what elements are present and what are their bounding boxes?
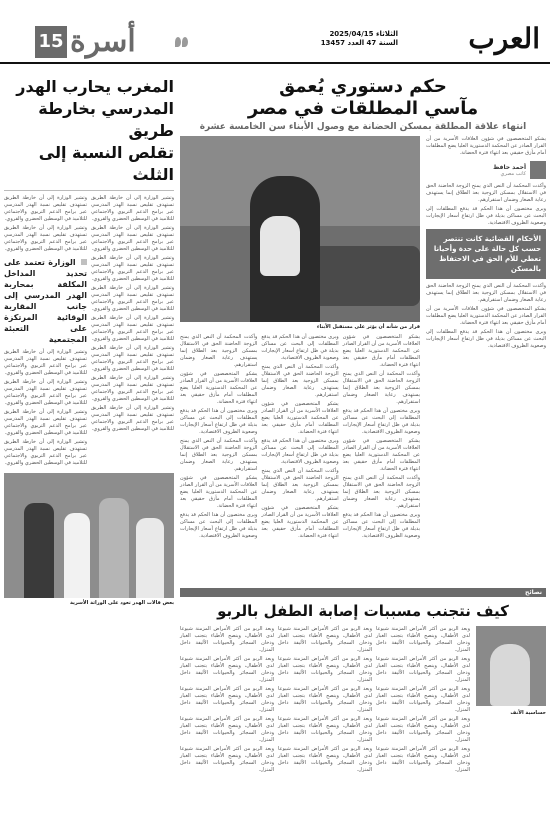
left-article <box>4 76 174 686</box>
article-column: وتشير الوزارة إلى أن خارطة الطريق تستهدف تقليص نسبة الهدر المدرسي عبر برامج الدعم التربوي والاجتماعي للتلاميذ في الوسطين الحضري والقروي. وتشير الوزارة إلى أن خارطة الطريق تستهدف تقليص نسبة الهدر المدرسي عبر برامج الدعم التربوي والاجتماعي للتلاميذ في الوسطين الحضري والقروي. وتشير الوزارة إلى أن خارطة الطريق تستهدف تقليص نسبة الهدر المدرسي عبر برامج الدعم التربوي والاجتماعي للتلاميذ في الوسطين الحضري والقروي. وتشير الوزارة إلى أن خارطة الطريق تستهدف تقليص نسبة الهدر المدرسي عبر برامج الدعم التربوي والاجتماعي للتلاميذ في الوسطين الحضري والقروي. وتشير الوزارة إلى أن خارطة الطريق تستهدف تقليص نسبة الهدر المدرسي عبر برامج الدعم التربوي والاجتماعي للتلاميذ في الوسطين الحضري والقروي. وتشير الوزارة إلى أن خارطة الطريق تستهدف تقليص نسبة الهدر المدرسي عبر برامج الدعم التربوي والاجتماعي للتلاميذ في الوسطين الحضري والقروي. وتشير الوزارة إلى أن خارطة الطريق تستهدف تقليص نسبة الهدر المدرسي عبر برامج الدعم التربوي والاجتماعي للتلاميذ في الوسطين الحضري والقروي. وتشير الوزارة إلى أن خارطة الطريق تستهدف تقليص نسبة الهدر المدرسي عبر برامج الدعم التربوي والاجتماعي للتلاميذ في الوسطين الحضري والقروي. <box>91 195 174 432</box>
section-title: أسرة <box>70 24 136 59</box>
main-headline-line1: حكم دستوري يُعمق <box>279 76 447 97</box>
masthead <box>0 0 550 64</box>
quote-marker-icon <box>81 259 87 265</box>
child-photo-caption: حساسية الأنف <box>510 710 546 716</box>
issue-info <box>321 30 398 48</box>
author-box <box>426 161 546 179</box>
main-lower-columns <box>180 334 420 542</box>
page-number: 15 <box>35 26 67 58</box>
section-bar <box>180 588 546 597</box>
article-column: وأكدت المحكمة أن النص الذي يمنح الزوجة الحاضنة الحق في الاستقلال بمسكن الزوجية بعد الطلاق إنما يستهدف رعاية الصغار وضمان استقرارهم. يشكو المتخصصون في شؤون العلاقات الأسرية من أن القرار الصادر عن المحكمة الدستورية العليا يضع المطلقات أمام مأزق حقيقي بعد انتهاء فترة الحضانة. ويرى مختصون أن هذا الحكم قد يدفع المطلقات إلى البحث عن مساكن بديلة في ظل ارتفاع أسعار الإيجارات وصعوبة الظروف الاقتصادية. وأكدت المحكمة أن النص الذي يمنح الزوجة الحاضنة الحق في الاستقلال بمسكن الزوجية بعد الطلاق إنما يستهدف رعاية الصغار وضمان استقرارهم. يشكو المتخصصون في شؤون العلاقات الأسرية من أن القرار الصادر عن المحكمة الدستورية العليا يضع المطلقات أمام مأزق حقيقي بعد انتهاء فترة الحضانة. ويرى مختصون أن هذا الحكم قد يدفع المطلقات إلى البحث عن مساكن بديلة في ظل ارتفاع أسعار الإيجارات وصعوبة الظروف الاقتصادية. <box>180 334 258 539</box>
students-photo <box>4 473 174 598</box>
article-column: وتشير الوزارة إلى أن خارطة الطريق تستهدف تقليص نسبة الهدر المدرسي عبر برامج الدعم التربوي والاجتماعي للتلاميذ في الوسطين الحضري والقروي. وتشير الوزارة إلى أن خارطة الطريق تستهدف تقليص نسبة الهدر المدرسي عبر برامج الدعم التربوي والاجتماعي للتلاميذ في الوسطين الحضري والقروي. الوزارة تعتمد على تحديد المداخل المكلفة بمحاربة الهدر المدرسي إلى جانب المقاربة الوقائية المرتكزة على التعبئة المجتمعية وتشير الوزارة إلى أن خارطة الطريق تستهدف تقليص نسبة الهدر المدرسي عبر برامج الدعم التربوي والاجتماعي للتلاميذ في الوسطين الحضري والقروي. وتشير الوزارة إلى أن خارطة الطريق تستهدف تقليص نسبة الهدر المدرسي عبر برامج الدعم التربوي والاجتماعي للتلاميذ في الوسطين الحضري والقروي. وتشير الوزارة إلى أن خارطة الطريق تستهدف تقليص نسبة الهدر المدرسي عبر برامج الدعم التربوي والاجتماعي للتلاميذ في الوسطين الحضري والقروي. وتشير الوزارة إلى أن خارطة الطريق تستهدف تقليص نسبة الهدر المدرسي عبر برامج الدعم التربوي والاجتماعي للتلاميذ في الوسطين الحضري والقروي. <box>4 195 87 466</box>
left-headline <box>4 76 174 186</box>
article-body-text: وأكدت المحكمة أن النص الذي يمنح الزوجة الحاضنة الحق في الاستقلال بمسكن الزوجية بعد الطلاق إنما يستهدف رعاية الصغار وضمان استقرارهم. يشكو المتخصصون في شؤون العلاقات الأسرية من أن القرار الصادر عن المحكمة الدستورية العليا يضع المطلقات أمام مأزق حقيقي بعد انتهاء فترة الحضانة. ويرى مختصون أن هذا الحكم قد يدفع المطلقات إلى البحث عن مساكن بديلة في ظل ارتفاع أسعار الإيجارات وصعوبة الظروف الاقتصادية. <box>426 283 546 349</box>
main-article <box>180 76 546 539</box>
main-headline <box>180 76 546 120</box>
main-right-column <box>426 136 546 352</box>
author-photo <box>530 161 546 179</box>
left-headline-line3: تقلص النسبة إلى الثلث <box>38 143 174 184</box>
highlight-box: الأحكام القضائية كانت تنتصر حسب كل حالة على حدة وأحيانا تعطي للأم الحق في الاحتفاظ بالمسكن <box>426 229 546 279</box>
pullquote: الوزارة تعتمد على تحديد المداخل المكلفة بمحاربة الهدر المدرسي إلى جانب المقاربة الوقائية المرتكزة على التعبئة المجتمعية <box>4 258 87 344</box>
article-column: ويرى مختصون أن هذا الحكم قد يدفع المطلقات إلى البحث عن مساكن بديلة في ظل ارتفاع أسعار الإيجارات وصعوبة الظروف الاقتصادية. وأكدت المحكمة أن النص الذي يمنح الزوجة الحاضنة الحق في الاستقلال بمسكن الزوجية بعد الطلاق إنما يستهدف رعاية الصغار وضمان استقرارهم. يشكو المتخصصون في شؤون العلاقات الأسرية من أن القرار الصادر عن المحكمة الدستورية العليا يضع المطلقات أمام مأزق حقيقي بعد انتهاء فترة الحضانة. ويرى مختصون أن هذا الحكم قد يدفع المطلقات إلى البحث عن مساكن بديلة في ظل ارتفاع أسعار الإيجارات وصعوبة الظروف الاقتصادية. وأكدت المحكمة أن النص الذي يمنح الزوجة الحاضنة الحق في الاستقلال بمسكن الزوجية بعد الطلاق إنما يستهدف رعاية الصغار وضمان استقرارهم. يشكو المتخصصون في شؤون العلاقات الأسرية من أن القرار الصادر عن المحكمة الدستورية العليا يضع المطلقات أمام مأزق حقيقي بعد انتهاء فترة الحضانة. <box>261 334 339 539</box>
bottom-headline: كيف نتجنب مسببات إصابة الطفل بالربو <box>217 602 509 620</box>
author-role: كاتب مصري <box>500 170 526 177</box>
child-photo <box>476 626 546 706</box>
main-headline-line2: مآسي المطلقات في مصر <box>247 98 479 119</box>
section-bar-label: نصائح <box>525 589 542 596</box>
students-photo-caption: بعض قالات الهدر تعود على الوراثة الأسرية <box>69 600 174 606</box>
article-body-text: يشكو المتخصصون في شؤون العلاقات الأسرية من أن القرار الصادر عن المحكمة الدستورية العليا يضع المطلقات أمام مأزق حقيقي بعد انتهاء فترة الحضانة. <box>426 136 546 156</box>
issue-number: السنة 47 العدد 13457 <box>320 39 398 47</box>
left-headline-line2: المدرسي بخارطة طريق <box>38 99 174 140</box>
left-headline-line1: المغرب يحارب الهدر <box>16 77 174 96</box>
article-column: ويعد الربو من أكثر الأمراض المزمنة شيوعا لدى الأطفال، وينصح الأطباء بتجنب الغبار ودخان السجائر والحيوانات الأليفة داخل المنزل. ويعد الربو من أكثر الأمراض المزمنة شيوعا لدى الأطفال، وينصح الأطباء بتجنب الغبار ودخان السجائر والحيوانات الأليفة داخل المنزل. ويعد الربو من أكثر الأمراض المزمنة شيوعا لدى الأطفال، وينصح الأطباء بتجنب الغبار ودخان السجائر والحيوانات الأليفة داخل المنزل. ويعد الربو من أكثر الأمراض المزمنة شيوعا لدى الأطفال، وينصح الأطباء بتجنب الغبار ودخان السجائر والحيوانات الأليفة داخل المنزل. ويعد الربو من أكثر الأمراض المزمنة شيوعا لدى الأطفال، وينصح الأطباء بتجنب الغبار ودخان السجائر والحيوانات الأليفة داخل المنزل. <box>180 626 274 773</box>
bottom-columns <box>180 626 470 816</box>
main-subtitle: انتهاء علاقة المطلقة بمسكن الحضانة مع وصول الأبناء سن الخامسة عشرة <box>199 122 527 132</box>
newspaper-logo: العرب <box>468 22 540 55</box>
article-column: ويعد الربو من أكثر الأمراض المزمنة شيوعا لدى الأطفال، وينصح الأطباء بتجنب الغبار ودخان السجائر والحيوانات الأليفة داخل المنزل. ويعد الربو من أكثر الأمراض المزمنة شيوعا لدى الأطفال، وينصح الأطباء بتجنب الغبار ودخان السجائر والحيوانات الأليفة داخل المنزل. ويعد الربو من أكثر الأمراض المزمنة شيوعا لدى الأطفال، وينصح الأطباء بتجنب الغبار ودخان السجائر والحيوانات الأليفة داخل المنزل. ويعد الربو من أكثر الأمراض المزمنة شيوعا لدى الأطفال، وينصح الأطباء بتجنب الغبار ودخان السجائر والحيوانات الأليفة داخل المنزل. ويعد الربو من أكثر الأمراض المزمنة شيوعا لدى الأطفال، وينصح الأطباء بتجنب الغبار ودخان السجائر والحيوانات الأليفة داخل المنزل. <box>376 626 470 773</box>
main-photo-caption: قرار من شأنه أن يؤثر على مستقبل الأبناء <box>316 324 420 330</box>
divider <box>4 190 174 191</box>
article-column: يشكو المتخصصون في شؤون العلاقات الأسرية من أن القرار الصادر عن المحكمة الدستورية العليا يضع المطلقات أمام مأزق حقيقي بعد انتهاء فترة الحضانة. وأكدت المحكمة أن النص الذي يمنح الزوجة الحاضنة الحق في الاستقلال بمسكن الزوجية بعد الطلاق إنما يستهدف رعاية الصغار وضمان استقرارهم. ويرى مختصون أن هذا الحكم قد يدفع المطلقات إلى البحث عن مساكن بديلة في ظل ارتفاع أسعار الإيجارات وصعوبة الظروف الاقتصادية. يشكو المتخصصون في شؤون العلاقات الأسرية من أن القرار الصادر عن المحكمة الدستورية العليا يضع المطلقات أمام مأزق حقيقي بعد انتهاء فترة الحضانة. وأكدت المحكمة أن النص الذي يمنح الزوجة الحاضنة الحق في الاستقلال بمسكن الزوجية بعد الطلاق إنما يستهدف رعاية الصغار وضمان استقرارهم. ويرى مختصون أن هذا الحكم قد يدفع المطلقات إلى البحث عن مساكن بديلة في ظل ارتفاع أسعار الإيجارات وصعوبة الظروف الاقتصادية. <box>342 334 420 539</box>
author-name: أحمد حافظ <box>493 163 526 171</box>
article-body-text: وأكدت المحكمة أن النص الذي يمنح الزوجة الحاضنة الحق في الاستقلال بمسكن الزوجية بعد الطلاق إنما يستهدف رعاية الصغار وضمان استقرارهم. ويرى مختصون أن هذا الحكم قد يدفع المطلقات إلى البحث عن مساكن بديلة في ظل ارتفاع أسعار الإيجارات وصعوبة الظروف الاقتصادية. <box>426 183 546 226</box>
main-photo <box>180 136 420 322</box>
article-column: ويعد الربو من أكثر الأمراض المزمنة شيوعا لدى الأطفال، وينصح الأطباء بتجنب الغبار ودخان السجائر والحيوانات الأليفة داخل المنزل. ويعد الربو من أكثر الأمراض المزمنة شيوعا لدى الأطفال، وينصح الأطباء بتجنب الغبار ودخان السجائر والحيوانات الأليفة داخل المنزل. ويعد الربو من أكثر الأمراض المزمنة شيوعا لدى الأطفال، وينصح الأطباء بتجنب الغبار ودخان السجائر والحيوانات الأليفة داخل المنزل. ويعد الربو من أكثر الأمراض المزمنة شيوعا لدى الأطفال، وينصح الأطباء بتجنب الغبار ودخان السجائر والحيوانات الأليفة داخل المنزل. ويعد الربو من أكثر الأمراض المزمنة شيوعا لدى الأطفال، وينصح الأطباء بتجنب الغبار ودخان السجائر والحيوانات الأليفة داخل المنزل. <box>278 626 372 773</box>
left-columns <box>4 195 174 469</box>
quote-icon <box>174 32 188 44</box>
issue-date: الثلاثاء 2025/04/15 <box>329 30 398 38</box>
